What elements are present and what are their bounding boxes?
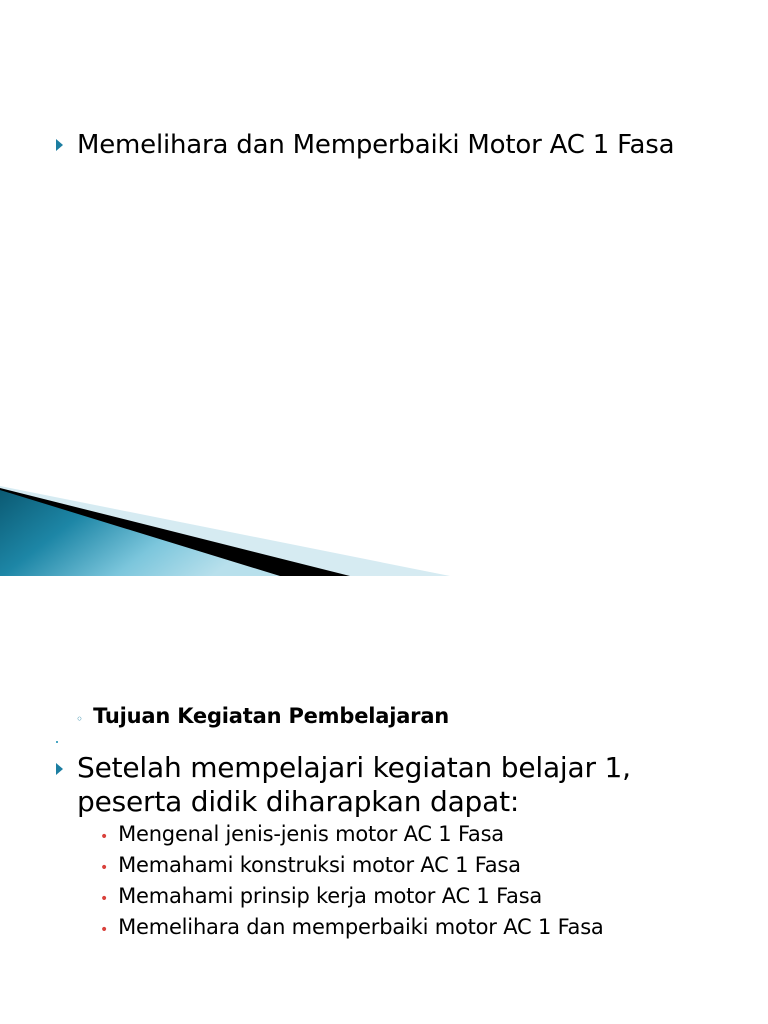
slide-title: Memelihara dan Memperbaiki Motor AC 1 Fasa [77, 130, 675, 160]
dot-bullet-icon: • [100, 891, 109, 907]
objective-text: Memahami konstruksi motor AC 1 Fasa [118, 853, 521, 877]
objectives-list [100, 822, 604, 946]
subheading-row [76, 704, 449, 728]
list-item [100, 822, 604, 853]
stray-dot-icon [56, 741, 58, 743]
objective-text: Memahami prinsip kerja motor AC 1 Fasa [118, 884, 543, 908]
circle-bullet-icon: ◦ [76, 712, 84, 726]
objective-text: Memelihara dan memperbaiki motor AC 1 Fasa [118, 915, 604, 939]
list-item [100, 884, 604, 915]
dot-bullet-icon: • [100, 829, 109, 845]
dot-bullet-icon: • [100, 922, 109, 938]
decorative-swoosh [0, 480, 768, 576]
arrow-bullet-icon [56, 763, 63, 775]
list-item [100, 853, 604, 884]
subheading: Tujuan Kegiatan Pembelajaran [93, 704, 450, 728]
dot-bullet-icon: • [100, 860, 109, 876]
arrow-bullet-icon [56, 139, 63, 151]
objective-text: Mengenal jenis-jenis motor AC 1 Fasa [118, 822, 504, 846]
title-row [56, 128, 696, 162]
list-item [100, 915, 604, 946]
slide-2 [0, 576, 768, 1024]
intro-row [56, 751, 676, 819]
intro-text: Setelah mempelajari kegiatan belajar 1, peserta didik diharapkan dapat: [77, 751, 631, 818]
